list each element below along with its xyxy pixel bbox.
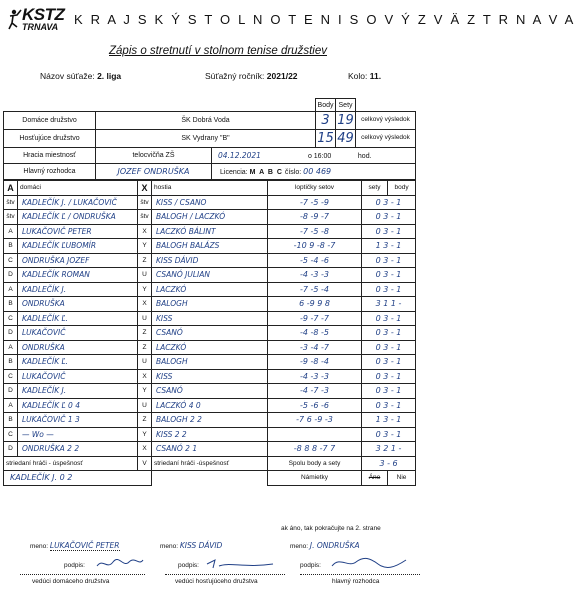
match-row	[4, 195, 416, 210]
away-player: CSANÓ JULIAN	[152, 268, 268, 283]
away-player: BALOGH / LACZKÓ	[152, 210, 268, 225]
away-slot: Y	[138, 427, 152, 442]
home-leader-role: vedúci domáceho družstva	[32, 578, 110, 585]
away-slot: X	[138, 442, 152, 457]
sets-column-header: loptičky setov	[268, 181, 362, 196]
away-leader-block	[160, 541, 275, 550]
away-player: LACZKÓ	[152, 340, 268, 355]
home-signature-image	[95, 556, 145, 572]
home-slot: A	[4, 282, 18, 297]
set-scores: -9 -8 -4	[268, 355, 362, 370]
home-slot: D	[4, 326, 18, 341]
set-scores: -10 9 -8 -7	[268, 239, 362, 254]
away-signature-image	[205, 556, 275, 572]
sets-won: 1 3 - 1	[362, 413, 416, 428]
home-player: ONDRUŠKA JOZEF	[18, 253, 138, 268]
matches-table	[3, 180, 416, 486]
time-unit: hod.	[357, 153, 372, 160]
home-player: KADLEČÍK Ľ / ONDRUŠKA	[18, 210, 138, 225]
home-player: ONDRUŠKA	[18, 297, 138, 312]
match-row	[4, 311, 416, 326]
away-sets: 49	[337, 131, 354, 146]
set-scores: -5 -6 -6	[268, 398, 362, 413]
venue-value: telocvičňa ZŠ	[96, 148, 212, 164]
away-slot: X	[138, 224, 152, 239]
match-row	[4, 297, 416, 312]
home-result-label: celkový výsledok	[356, 112, 416, 130]
away-player: LACZKÓ	[152, 282, 268, 297]
sets-won: 1 3 - 1	[362, 239, 416, 254]
sets-won: 0 3 - 1	[362, 268, 416, 283]
away-player: CSANÓ	[152, 326, 268, 341]
season-label: Súťažný ročník:	[205, 71, 265, 81]
set-scores: -4 -3 -3	[268, 268, 362, 283]
referee-name: J. ONDRUŠKA	[309, 541, 360, 550]
away-player: BALOGH 2 2	[152, 413, 268, 428]
away-slot: Y	[138, 239, 152, 254]
body-header: Body	[316, 99, 336, 112]
season	[205, 71, 298, 81]
away-player: BALOGH	[152, 297, 268, 312]
home-player: KADLEČÍK ĽUBOMÍR	[18, 239, 138, 254]
referee-block	[290, 541, 420, 550]
set-scores: -4 -8 -5	[268, 326, 362, 341]
match-row	[4, 253, 416, 268]
sets-won: 0 3 - 1	[362, 224, 416, 239]
license-number: 00 469	[303, 167, 332, 176]
home-team-value: ŠK Dobrá Voda	[96, 112, 316, 130]
set-scores: -4 -3 -3	[268, 369, 362, 384]
match-row	[4, 413, 416, 428]
away-player: BALOGH BALÁZS	[152, 239, 268, 254]
home-player: — Wo —	[18, 427, 138, 442]
match-info-table	[3, 98, 416, 180]
set-scores: -8 8 8 -7 7	[268, 442, 362, 457]
match-row	[4, 398, 416, 413]
match-row	[4, 326, 416, 341]
license-label: Licencia:	[220, 169, 248, 176]
referee-label: Hlavný rozhodca	[4, 164, 96, 180]
home-player: LUKAČOVIČ	[18, 369, 138, 384]
home-player: KADLEČÍK Ľ.	[18, 355, 138, 370]
away-slot: Y	[138, 384, 152, 399]
sets-won: 0 3 - 1	[362, 340, 416, 355]
away-player: KISS	[152, 369, 268, 384]
home-player: ONDRUŠKA	[18, 340, 138, 355]
sets-won: 0 3 - 1	[362, 355, 416, 370]
away-letter: X	[138, 181, 152, 196]
match-row	[4, 355, 416, 370]
away-player: BALOGH	[152, 355, 268, 370]
home-player: LUKAČOVIČ	[18, 326, 138, 341]
body-column-header: body	[388, 181, 416, 196]
away-slot: U	[138, 355, 152, 370]
sets-won: 0 3 - 1	[362, 282, 416, 297]
away-slot: Z	[138, 326, 152, 341]
set-scores: -7 6 -9 -3	[268, 413, 362, 428]
sets-won: 0 3 - 1	[362, 384, 416, 399]
away-slot: U	[138, 268, 152, 283]
competition-label: Názov súťaže:	[40, 71, 95, 81]
remarks-label: Námietky	[268, 471, 362, 486]
home-player: KADLEČÍK Ľ.	[18, 311, 138, 326]
sety-column-header: sety	[362, 181, 388, 196]
away-player: KISS	[152, 311, 268, 326]
subs-home-value: KADLEČÍK J. 0 2	[4, 471, 152, 486]
sets-won: 0 3 - 1	[362, 311, 416, 326]
sets-won: 0 3 - 1	[362, 427, 416, 442]
subs-home-v: V	[138, 456, 152, 471]
match-row	[4, 442, 416, 457]
competition	[40, 71, 121, 81]
home-slot: štv	[4, 195, 18, 210]
match-row	[4, 268, 416, 283]
away-podpis-label: podpis:	[178, 562, 199, 569]
away-leader-name: KISS DÁVID	[179, 541, 223, 550]
home-player: ONDRUŠKA 2 2	[18, 442, 138, 457]
home-player: KADLEČÍK J. / LUKAČOVIČ	[18, 195, 138, 210]
sety-header: Sety	[336, 99, 356, 112]
set-scores: -7 -5 -9	[268, 195, 362, 210]
home-slot: štv	[4, 210, 18, 225]
away-slot: Z	[138, 253, 152, 268]
away-player: KISS / CSANO	[152, 195, 268, 210]
sets-won: 0 3 - 1	[362, 210, 416, 225]
continue-note: ak áno, tak pokračujte na 2. strane	[281, 525, 381, 532]
subs-away-label: striedaní hráči -úspešnosť	[152, 456, 268, 471]
away-name-label: meno:	[160, 543, 179, 550]
away-player: KISS 2 2	[152, 427, 268, 442]
away-points: 15	[317, 131, 334, 146]
home-team-label: Domáce družstvo	[4, 112, 96, 130]
logo-text: KSTZ	[22, 5, 65, 24]
home-sets: 19	[337, 113, 354, 128]
home-points: 3	[316, 112, 336, 130]
home-name-label: meno:	[30, 543, 49, 550]
sets-won: 3 2 1 -	[362, 442, 416, 457]
sets-won: 0 3 - 1	[362, 326, 416, 341]
organization-name: K R A J S K Ý S T O L N O T E N I S O V Ý Z V Ä Z T R N A V A	[74, 12, 575, 27]
away-team-value: SK Vydrany "B"	[96, 130, 316, 148]
away-slot: štv	[138, 210, 152, 225]
away-player: LACZKÓ 4 0	[152, 398, 268, 413]
total-points-label: Spolu body a sety	[268, 456, 362, 471]
referee-signature-image	[330, 554, 410, 572]
away-slot: Z	[138, 413, 152, 428]
home-player: KADLEČÍK J.	[18, 282, 138, 297]
home-slot: D	[4, 442, 18, 457]
remarks-no: Nie	[388, 471, 416, 486]
match-row	[4, 369, 416, 384]
sets-won: 3 1 1 -	[362, 297, 416, 312]
away-result-label: celkový výsledok	[356, 130, 416, 148]
license-classes: M A B C	[249, 169, 283, 176]
home-slot: C	[4, 253, 18, 268]
match-row	[4, 282, 416, 297]
set-scores: -4 -7 -3	[268, 384, 362, 399]
home-slot: B	[4, 239, 18, 254]
match-date: 04.12.2021	[218, 151, 261, 160]
home-slot: C	[4, 369, 18, 384]
away-slot: X	[138, 297, 152, 312]
round-label: Kolo:	[348, 71, 368, 81]
home-slot: A	[4, 340, 18, 355]
home-slot: B	[4, 297, 18, 312]
match-row	[4, 340, 416, 355]
home-slot: C	[4, 427, 18, 442]
home-leader-name: LUKAČOVIČ PETER	[49, 541, 120, 550]
set-scores: -8 -9 -7	[268, 210, 362, 225]
away-slot: Y	[138, 282, 152, 297]
home-column-header: domáci	[18, 181, 138, 196]
away-slot: X	[138, 369, 152, 384]
match-row	[4, 384, 416, 399]
competition-value: 2. liga	[97, 71, 122, 81]
sets-won: 0 3 - 1	[362, 398, 416, 413]
set-scores: -7 -5 -8	[268, 224, 362, 239]
away-leader-role: vedúci hosťujúceho družstva	[175, 578, 258, 585]
home-slot: C	[4, 311, 18, 326]
set-scores	[268, 427, 362, 442]
away-slot: štv	[138, 195, 152, 210]
remarks-yes: Áno	[362, 471, 388, 486]
ref-podpis-label: podpis:	[300, 562, 321, 569]
home-slot: A	[4, 224, 18, 239]
sets-won: 0 3 - 1	[362, 369, 416, 384]
sets-won: 0 3 - 1	[362, 195, 416, 210]
away-player: CSANÓ 2 1	[152, 442, 268, 457]
home-slot: A	[4, 398, 18, 413]
away-slot: Z	[138, 340, 152, 355]
license-number-label: číslo:	[284, 169, 302, 176]
time-label: o 16:00	[307, 153, 332, 160]
home-slot: B	[4, 355, 18, 370]
away-slot: U	[138, 398, 152, 413]
logo-subtext: TRNAVA	[22, 22, 59, 32]
away-player: KISS DÁVID	[152, 253, 268, 268]
home-player: KADLEČÍK Ľ 0 4	[18, 398, 138, 413]
sets-won: 0 3 - 1	[362, 253, 416, 268]
match-row	[4, 210, 416, 225]
away-slot: U	[138, 311, 152, 326]
home-letter: A	[4, 181, 18, 196]
match-row	[4, 427, 416, 442]
home-player: KADLEČÍK ROMAN	[18, 268, 138, 283]
round-value: 11.	[369, 71, 382, 81]
away-player: CSANÓ	[152, 384, 268, 399]
home-slot: B	[4, 413, 18, 428]
away-player: LACZKÓ BÁLINT	[152, 224, 268, 239]
subs-home-label: striedaní hráči - úspešnosť	[4, 456, 138, 471]
ref-name-label: meno:	[290, 543, 309, 550]
home-slot: D	[4, 268, 18, 283]
home-leader-block	[30, 541, 148, 550]
home-player: LUKAČOVIČ 1 3	[18, 413, 138, 428]
home-podpis-label: podpis:	[64, 562, 85, 569]
home-slot: D	[4, 384, 18, 399]
home-player: LUKAČOVIČ PETER	[18, 224, 138, 239]
set-scores: -3 -4 -7	[268, 340, 362, 355]
set-scores: -5 -4 -6	[268, 253, 362, 268]
kstz-logo	[8, 7, 68, 33]
match-row	[4, 224, 416, 239]
away-column-header: hostia	[152, 181, 268, 196]
set-scores: 6 -9 9 8	[268, 297, 362, 312]
document-title: Zápis o stretnutí v stolnom tenise družstiev	[109, 45, 327, 57]
away-team-label: Hosťujúce družstvo	[4, 130, 96, 148]
referee-role: hlavný rozhodca	[332, 578, 380, 585]
total-points-value: 3 - 6	[362, 456, 416, 471]
home-player: KADLEČÍK J.	[18, 384, 138, 399]
season-value: 2021/22	[266, 71, 298, 81]
round	[348, 71, 381, 81]
referee-value: JOZEF ONDRUŠKA	[96, 164, 212, 180]
venue-label: Hracia miestnosť	[4, 148, 96, 164]
match-row	[4, 239, 416, 254]
set-scores: -7 -5 -4	[268, 282, 362, 297]
set-scores: -9 -7 -7	[268, 311, 362, 326]
